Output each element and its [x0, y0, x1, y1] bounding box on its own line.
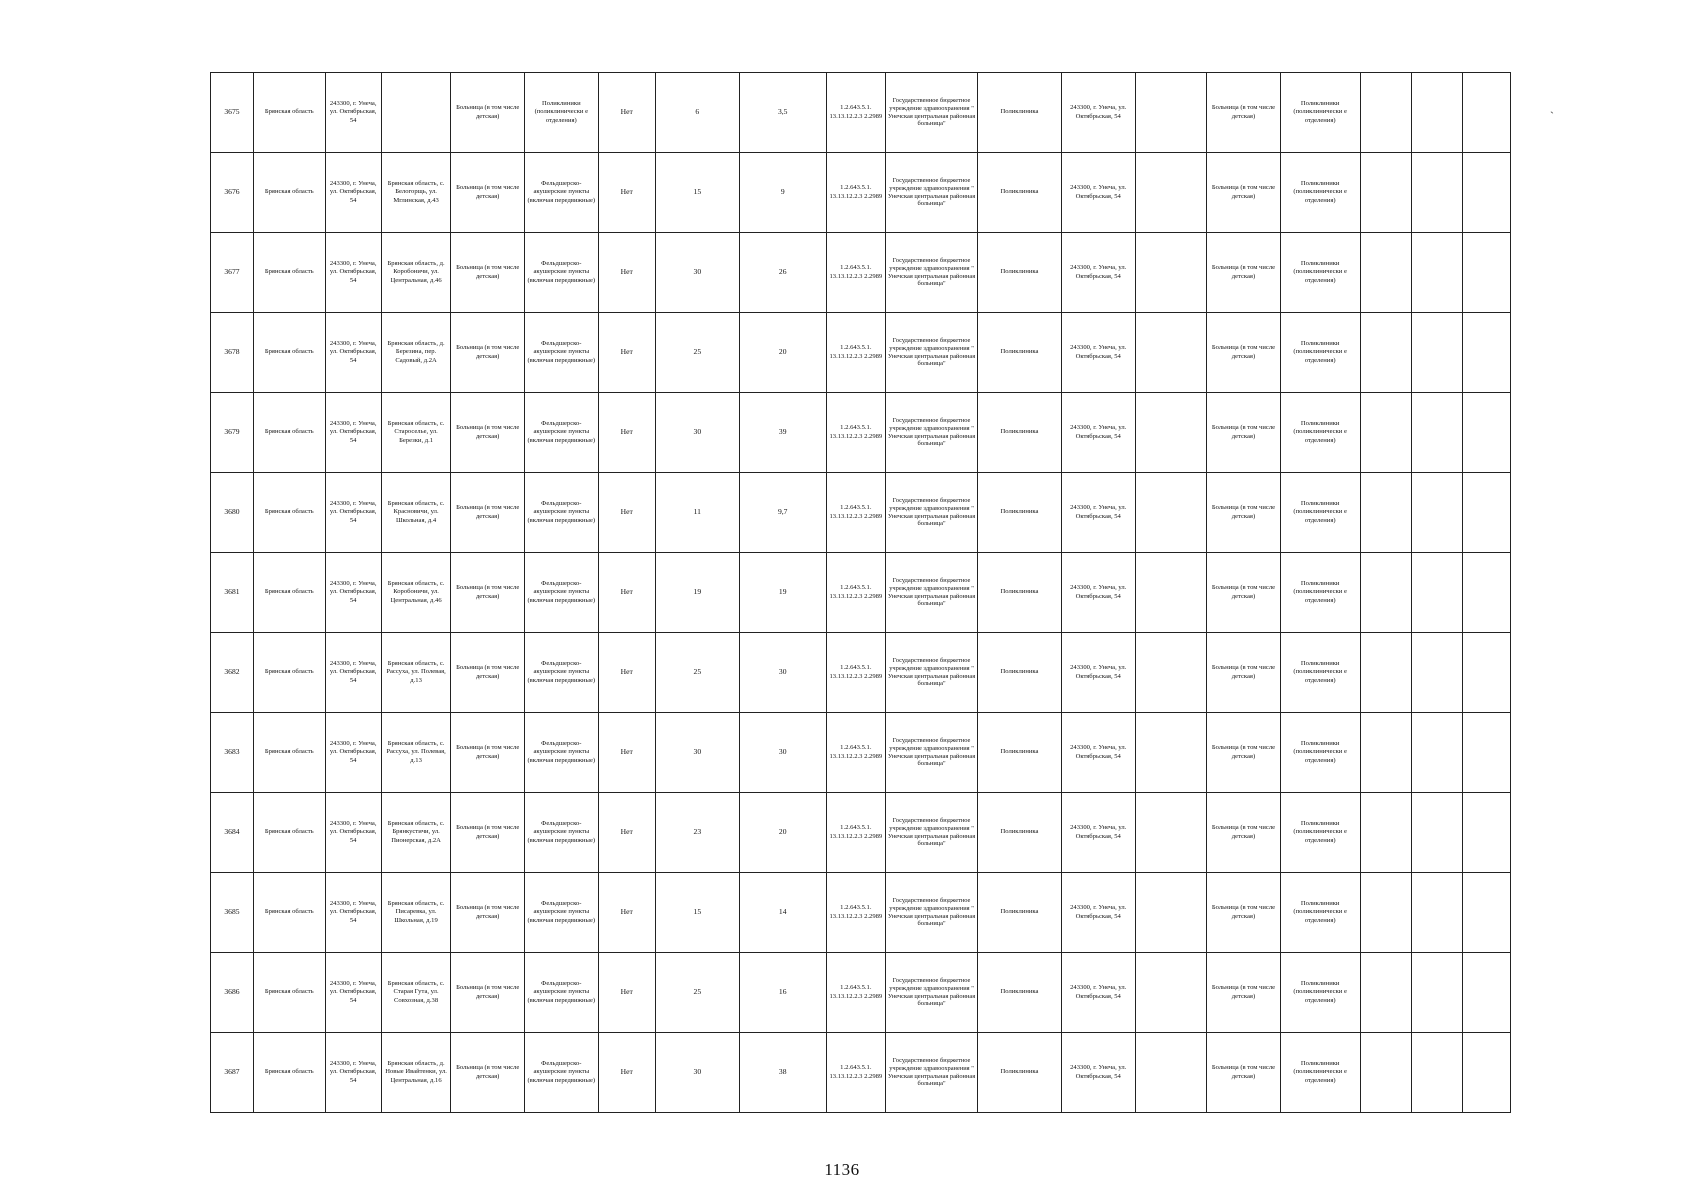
- blank-cell: [1462, 553, 1510, 633]
- blank-cell: [1462, 473, 1510, 553]
- facility-type-cell: Больница (в том числе детская): [451, 953, 525, 1033]
- facility-type2-cell: Больница (в том числе детская): [1207, 953, 1281, 1033]
- site-address-cell: Брянская область, с. Рассуха, ул. Полевая, д.13: [381, 633, 451, 713]
- org-address-cell: 243300, г. Унеча, ул. Октябрьская, 54: [325, 473, 381, 553]
- subdivision-cell: Фельдшерско-акушерские пункты (включая передвижные): [524, 873, 598, 953]
- org-address-cell: 243300, г. Унеча, ул. Октябрьская, 54: [325, 873, 381, 953]
- row-number-cell: 3687: [211, 1033, 254, 1113]
- blank-cell: [1462, 873, 1510, 953]
- value2-cell: 14: [739, 873, 826, 953]
- region-cell: Брянская область: [253, 793, 325, 873]
- blank-cell: [1462, 393, 1510, 473]
- oid-cell: 1.2.643.5.1. 13.13.12.2.3 2.2989: [826, 793, 885, 873]
- table-row: [211, 553, 1511, 633]
- owner-type-cell: Поликлиника: [978, 873, 1062, 953]
- subdivision-cell: Фельдшерско-акушерские пункты (включая передвижные): [524, 953, 598, 1033]
- facility-type-cell: Больница (в том числе детская): [451, 713, 525, 793]
- blank-cell: [1360, 553, 1411, 633]
- row-number-cell: 3686: [211, 953, 254, 1033]
- facility-type-cell: Больница (в том числе детская): [451, 793, 525, 873]
- owner-address-cell: 243300, г. Унеча, ул. Октябрьская, 54: [1061, 633, 1135, 713]
- value1-cell: 23: [655, 793, 739, 873]
- site-address-cell: Брянская область, д. Березина, пер. Садовый, д.2А: [381, 313, 451, 393]
- site-address-cell: Брянская область, с. Коробоничи, ул. Центральная, д.46: [381, 553, 451, 633]
- row-number-cell: 3684: [211, 793, 254, 873]
- org-name-cell: Государственное бюджетное учреждение здравоохранения " Унечская центральная районная больница": [886, 793, 978, 873]
- owner-address-cell: 243300, г. Унеча, ул. Октябрьская, 54: [1061, 873, 1135, 953]
- facility-type2-cell: Больница (в том числе детская): [1207, 233, 1281, 313]
- table-row: [211, 233, 1511, 313]
- org-address-cell: 243300, г. Унеча, ул. Октябрьская, 54: [325, 553, 381, 633]
- owner-type-cell: Поликлиника: [978, 553, 1062, 633]
- value1-cell: 19: [655, 553, 739, 633]
- region-cell: Брянская область: [253, 633, 325, 713]
- value2-cell: 3,5: [739, 73, 826, 153]
- empty-cell: [1135, 793, 1207, 873]
- org-address-cell: 243300, г. Унеча, ул. Октябрьская, 54: [325, 313, 381, 393]
- owner-address-cell: 243300, г. Унеча, ул. Октябрьская, 54: [1061, 953, 1135, 1033]
- table-row: [211, 313, 1511, 393]
- blank-cell: [1462, 73, 1510, 153]
- flag-cell: Нет: [598, 1033, 655, 1113]
- facility-type2-cell: Больница (в том числе детская): [1207, 393, 1281, 473]
- org-address-cell: 243300, г. Унеча, ул. Октябрьская, 54: [325, 793, 381, 873]
- row-number-cell: 3680: [211, 473, 254, 553]
- blank-cell: [1360, 473, 1411, 553]
- facility-type-cell: Больница (в том числе детская): [451, 633, 525, 713]
- blank-cell: [1462, 953, 1510, 1033]
- region-cell: Брянская область: [253, 153, 325, 233]
- blank-cell: [1462, 713, 1510, 793]
- org-name-cell: Государственное бюджетное учреждение здравоохранения " Унечская центральная районная больница": [886, 873, 978, 953]
- subdivision2-cell: Поликлиники (поликлинически е отделения): [1280, 1033, 1360, 1113]
- facility-type-cell: Больница (в том числе детская): [451, 73, 525, 153]
- org-address-cell: 243300, г. Унеча, ул. Октябрьская, 54: [325, 1033, 381, 1113]
- org-address-cell: 243300, г. Унеча, ул. Октябрьская, 54: [325, 233, 381, 313]
- flag-cell: Нет: [598, 313, 655, 393]
- subdivision-cell: Фельдшерско-акушерские пункты (включая передвижные): [524, 393, 598, 473]
- row-number-cell: 3679: [211, 393, 254, 473]
- subdivision2-cell: Поликлиники (поликлинически е отделения): [1280, 473, 1360, 553]
- subdivision2-cell: Поликлиники (поликлинически е отделения): [1280, 153, 1360, 233]
- facility-type2-cell: Больница (в том числе детская): [1207, 73, 1281, 153]
- region-cell: Брянская область: [253, 73, 325, 153]
- blank-cell: [1360, 153, 1411, 233]
- row-number-cell: 3683: [211, 713, 254, 793]
- value2-cell: 39: [739, 393, 826, 473]
- subdivision2-cell: Поликлиники (поликлинически е отделения): [1280, 713, 1360, 793]
- flag-cell: Нет: [598, 793, 655, 873]
- empty-cell: [1135, 953, 1207, 1033]
- blank-cell: [1411, 313, 1462, 393]
- blank-cell: [1462, 1033, 1510, 1113]
- row-number-cell: 3682: [211, 633, 254, 713]
- subdivision-cell: Фельдшерско-акушерские пункты (включая передвижные): [524, 313, 598, 393]
- oid-cell: 1.2.643.5.1. 13.13.12.2.3 2.2989: [826, 633, 885, 713]
- owner-address-cell: 243300, г. Унеча, ул. Октябрьская, 54: [1061, 153, 1135, 233]
- facility-type2-cell: Больница (в том числе детская): [1207, 313, 1281, 393]
- blank-cell: [1360, 1033, 1411, 1113]
- org-name-cell: Государственное бюджетное учреждение здравоохранения " Унечская центральная районная больница": [886, 233, 978, 313]
- owner-address-cell: 243300, г. Унеча, ул. Октябрьская, 54: [1061, 1033, 1135, 1113]
- region-cell: Брянская область: [253, 393, 325, 473]
- blank-cell: [1411, 633, 1462, 713]
- subdivision2-cell: Поликлиники (поликлинически е отделения): [1280, 233, 1360, 313]
- org-name-cell: Государственное бюджетное учреждение здравоохранения " Унечская центральная районная больница": [886, 73, 978, 153]
- org-name-cell: Государственное бюджетное учреждение здравоохранения " Унечская центральная районная больница": [886, 313, 978, 393]
- owner-type-cell: Поликлиника: [978, 953, 1062, 1033]
- owner-address-cell: 243300, г. Унеча, ул. Октябрьская, 54: [1061, 713, 1135, 793]
- empty-cell: [1135, 313, 1207, 393]
- subdivision2-cell: Поликлиники (поликлинически е отделения): [1280, 873, 1360, 953]
- region-cell: Брянская область: [253, 233, 325, 313]
- owner-type-cell: Поликлиника: [978, 713, 1062, 793]
- owner-address-cell: 243300, г. Унеча, ул. Октябрьская, 54: [1061, 473, 1135, 553]
- subdivision-cell: Фельдшерско-акушерские пункты (включая передвижные): [524, 473, 598, 553]
- blank-cell: [1411, 233, 1462, 313]
- facility-type-cell: Больница (в том числе детская): [451, 873, 525, 953]
- region-cell: Брянская область: [253, 473, 325, 553]
- blank-cell: [1360, 793, 1411, 873]
- table-row: [211, 473, 1511, 553]
- oid-cell: 1.2.643.5.1. 13.13.12.2.3 2.2989: [826, 73, 885, 153]
- empty-cell: [1135, 393, 1207, 473]
- flag-cell: Нет: [598, 233, 655, 313]
- org-name-cell: Государственное бюджетное учреждение здравоохранения " Унечская центральная районная больница": [886, 553, 978, 633]
- facilities-table: [210, 72, 1511, 1113]
- row-number-cell: 3676: [211, 153, 254, 233]
- subdivision2-cell: Поликлиники (поликлинически е отделения): [1280, 953, 1360, 1033]
- org-address-cell: 243300, г. Унеча, ул. Октябрьская, 54: [325, 393, 381, 473]
- empty-cell: [1135, 1033, 1207, 1113]
- row-number-cell: 3677: [211, 233, 254, 313]
- blank-cell: [1360, 633, 1411, 713]
- oid-cell: 1.2.643.5.1. 13.13.12.2.3 2.2989: [826, 553, 885, 633]
- site-address-cell: Брянская область, с. Брянкустичи, ул. Пионерская, д.2А: [381, 793, 451, 873]
- site-address-cell: Брянская область, с. Белогорщь, ул. Мглинская, д.43: [381, 153, 451, 233]
- site-address-cell: Брянская область, с. Писаревка, ул. Школьная, д.19: [381, 873, 451, 953]
- empty-cell: [1135, 553, 1207, 633]
- value1-cell: 25: [655, 633, 739, 713]
- subdivision-cell: Фельдшерско-акушерские пункты (включая передвижные): [524, 633, 598, 713]
- flag-cell: Нет: [598, 953, 655, 1033]
- oid-cell: 1.2.643.5.1. 13.13.12.2.3 2.2989: [826, 873, 885, 953]
- blank-cell: [1462, 233, 1510, 313]
- subdivision2-cell: Поликлиники (поликлинически е отделения): [1280, 633, 1360, 713]
- value1-cell: 30: [655, 1033, 739, 1113]
- blank-cell: [1462, 153, 1510, 233]
- region-cell: Брянская область: [253, 553, 325, 633]
- blank-cell: [1462, 313, 1510, 393]
- owner-address-cell: 243300, г. Унеча, ул. Октябрьская, 54: [1061, 393, 1135, 473]
- owner-address-cell: 243300, г. Унеча, ул. Октябрьская, 54: [1061, 233, 1135, 313]
- table-row: [211, 393, 1511, 473]
- owner-type-cell: Поликлиника: [978, 473, 1062, 553]
- value2-cell: 38: [739, 1033, 826, 1113]
- empty-cell: [1135, 473, 1207, 553]
- facility-type2-cell: Больница (в том числе детская): [1207, 873, 1281, 953]
- table-row: [211, 713, 1511, 793]
- page-number: 1136: [824, 1160, 860, 1179]
- blank-cell: [1411, 393, 1462, 473]
- blank-cell: [1411, 1033, 1462, 1113]
- empty-cell: [1135, 633, 1207, 713]
- site-address-cell: [381, 73, 451, 153]
- blank-cell: [1360, 313, 1411, 393]
- table-row: [211, 73, 1511, 153]
- flag-cell: Нет: [598, 473, 655, 553]
- subdivision-cell: Фельдшерско-акушерские пункты (включая передвижные): [524, 233, 598, 313]
- site-address-cell: Брянская область, с. Красновичи, ул. Школьная, д.4: [381, 473, 451, 553]
- org-name-cell: Государственное бюджетное учреждение здравоохранения " Унечская центральная районная больница": [886, 473, 978, 553]
- value2-cell: 9,7: [739, 473, 826, 553]
- org-name-cell: Государственное бюджетное учреждение здравоохранения " Унечская центральная районная больница": [886, 953, 978, 1033]
- org-address-cell: 243300, г. Унеча, ул. Октябрьская, 54: [325, 633, 381, 713]
- owner-type-cell: Поликлиника: [978, 393, 1062, 473]
- site-address-cell: Брянская область, д. Новые Ивайтенки, ул. Центральная, д.16: [381, 1033, 451, 1113]
- facility-type2-cell: Больница (в том числе детская): [1207, 713, 1281, 793]
- row-number-cell: 3685: [211, 873, 254, 953]
- blank-cell: [1360, 393, 1411, 473]
- flag-cell: Нет: [598, 873, 655, 953]
- value1-cell: 15: [655, 873, 739, 953]
- value2-cell: 16: [739, 953, 826, 1033]
- subdivision-cell: Поликлиники (поликлинически е отделения): [524, 73, 598, 153]
- facility-type2-cell: Больница (в том числе детская): [1207, 1033, 1281, 1113]
- owner-type-cell: Поликлиника: [978, 1033, 1062, 1113]
- org-address-cell: 243300, г. Унеча, ул. Октябрьская, 54: [325, 153, 381, 233]
- blank-cell: [1411, 153, 1462, 233]
- value2-cell: 9: [739, 153, 826, 233]
- value1-cell: 25: [655, 313, 739, 393]
- owner-type-cell: Поликлиника: [978, 73, 1062, 153]
- owner-type-cell: Поликлиника: [978, 313, 1062, 393]
- region-cell: Брянская область: [253, 873, 325, 953]
- blank-cell: [1411, 873, 1462, 953]
- org-name-cell: Государственное бюджетное учреждение здравоохранения " Унечская центральная районная больница": [886, 633, 978, 713]
- facility-type2-cell: Больница (в том числе детская): [1207, 153, 1281, 233]
- facility-type2-cell: Больница (в том числе детская): [1207, 633, 1281, 713]
- flag-cell: Нет: [598, 633, 655, 713]
- owner-type-cell: Поликлиника: [978, 793, 1062, 873]
- blank-cell: [1411, 793, 1462, 873]
- blank-cell: [1411, 473, 1462, 553]
- region-cell: Брянская область: [253, 1033, 325, 1113]
- subdivision-cell: Фельдшерско-акушерские пункты (включая передвижные): [524, 153, 598, 233]
- oid-cell: 1.2.643.5.1. 13.13.12.2.3 2.2989: [826, 313, 885, 393]
- table-row: [211, 633, 1511, 713]
- oid-cell: 1.2.643.5.1. 13.13.12.2.3 2.2989: [826, 1033, 885, 1113]
- subdivision-cell: Фельдшерско-акушерские пункты (включая передвижные): [524, 553, 598, 633]
- site-address-cell: Брянская область, с. Староселье, ул. Березки, д.1: [381, 393, 451, 473]
- org-name-cell: Государственное бюджетное учреждение здравоохранения " Унечская центральная районная больница": [886, 713, 978, 793]
- table-row: [211, 793, 1511, 873]
- empty-cell: [1135, 713, 1207, 793]
- blank-cell: [1360, 873, 1411, 953]
- site-address-cell: Брянская область, д. Коробоничи, ул. Центральная, д.46: [381, 233, 451, 313]
- flag-cell: Нет: [598, 153, 655, 233]
- row-number-cell: 3681: [211, 553, 254, 633]
- facility-type-cell: Больница (в том числе детская): [451, 473, 525, 553]
- row-number-cell: 3678: [211, 313, 254, 393]
- subdivision2-cell: Поликлиники (поликлинически е отделения): [1280, 313, 1360, 393]
- owner-address-cell: 243300, г. Унеча, ул. Октябрьская, 54: [1061, 313, 1135, 393]
- owner-address-cell: 243300, г. Унеча, ул. Октябрьская, 54: [1061, 793, 1135, 873]
- value1-cell: 15: [655, 153, 739, 233]
- table-row: [211, 153, 1511, 233]
- subdivision-cell: Фельдшерско-акушерские пункты (включая передвижные): [524, 1033, 598, 1113]
- oid-cell: 1.2.643.5.1. 13.13.12.2.3 2.2989: [826, 473, 885, 553]
- oid-cell: 1.2.643.5.1. 13.13.12.2.3 2.2989: [826, 153, 885, 233]
- subdivision2-cell: Поликлиники (поликлинически е отделения): [1280, 553, 1360, 633]
- value2-cell: 30: [739, 633, 826, 713]
- blank-cell: [1462, 793, 1510, 873]
- empty-cell: [1135, 153, 1207, 233]
- subdivision2-cell: Поликлиники (поликлинически е отделения): [1280, 393, 1360, 473]
- table-row: [211, 873, 1511, 953]
- oid-cell: 1.2.643.5.1. 13.13.12.2.3 2.2989: [826, 713, 885, 793]
- org-name-cell: Государственное бюджетное учреждение здравоохранения " Унечская центральная районная больница": [886, 393, 978, 473]
- facility-type-cell: Больница (в том числе детская): [451, 1033, 525, 1113]
- subdivision-cell: Фельдшерско-акушерские пункты (включая передвижные): [524, 793, 598, 873]
- flag-cell: Нет: [598, 393, 655, 473]
- facility-type2-cell: Больница (в том числе детская): [1207, 553, 1281, 633]
- owner-type-cell: Поликлиника: [978, 153, 1062, 233]
- empty-cell: [1135, 873, 1207, 953]
- value2-cell: 20: [739, 313, 826, 393]
- subdivision-cell: Фельдшерско-акушерские пункты (включая передвижные): [524, 713, 598, 793]
- org-name-cell: Государственное бюджетное учреждение здравоохранения " Унечская центральная районная больница": [886, 1033, 978, 1113]
- facility-type-cell: Больница (в том числе детская): [451, 233, 525, 313]
- owner-type-cell: Поликлиника: [978, 633, 1062, 713]
- blank-cell: [1360, 73, 1411, 153]
- owner-type-cell: Поликлиника: [978, 233, 1062, 313]
- value1-cell: 6: [655, 73, 739, 153]
- flag-cell: Нет: [598, 553, 655, 633]
- empty-cell: [1135, 73, 1207, 153]
- blank-cell: [1462, 633, 1510, 713]
- facility-type-cell: Больница (в том числе детская): [451, 313, 525, 393]
- facility-type-cell: Больница (в том числе детская): [451, 393, 525, 473]
- empty-cell: [1135, 233, 1207, 313]
- oid-cell: 1.2.643.5.1. 13.13.12.2.3 2.2989: [826, 393, 885, 473]
- facility-type-cell: Больница (в том числе детская): [451, 553, 525, 633]
- org-name-cell: Государственное бюджетное учреждение здравоохранения " Унечская центральная районная больница": [886, 153, 978, 233]
- flag-cell: Нет: [598, 713, 655, 793]
- region-cell: Брянская область: [253, 313, 325, 393]
- value2-cell: 30: [739, 713, 826, 793]
- table-row: [211, 1033, 1511, 1113]
- value1-cell: 25: [655, 953, 739, 1033]
- value2-cell: 19: [739, 553, 826, 633]
- org-address-cell: 243300, г. Унеча, ул. Октябрьская, 54: [325, 73, 381, 153]
- blank-cell: [1360, 953, 1411, 1033]
- blank-cell: [1411, 953, 1462, 1033]
- blank-cell: [1360, 233, 1411, 313]
- value1-cell: 11: [655, 473, 739, 553]
- owner-address-cell: 243300, г. Унеча, ул. Октябрьская, 54: [1061, 73, 1135, 153]
- value1-cell: 30: [655, 233, 739, 313]
- region-cell: Брянская область: [253, 953, 325, 1033]
- site-address-cell: Брянская область, с. Рассуха, ул. Полевая, д.13: [381, 713, 451, 793]
- flag-cell: Нет: [598, 73, 655, 153]
- blank-cell: [1411, 713, 1462, 793]
- org-address-cell: 243300, г. Унеча, ул. Октябрьская, 54: [325, 953, 381, 1033]
- value1-cell: 30: [655, 713, 739, 793]
- facility-type-cell: Больница (в том числе детская): [451, 153, 525, 233]
- facility-type2-cell: Больница (в том числе детская): [1207, 473, 1281, 553]
- org-address-cell: 243300, г. Унеча, ул. Октябрьская, 54: [325, 713, 381, 793]
- region-cell: Брянская область: [253, 713, 325, 793]
- scan-mark: ˎ: [1550, 100, 1554, 114]
- value1-cell: 30: [655, 393, 739, 473]
- subdivision2-cell: Поликлиники (поликлинически е отделения): [1280, 73, 1360, 153]
- value2-cell: 26: [739, 233, 826, 313]
- table-row: [211, 953, 1511, 1033]
- row-number-cell: 3675: [211, 73, 254, 153]
- site-address-cell: Брянская область, с. Старая Гута, ул. Совхозная, д.38: [381, 953, 451, 1033]
- oid-cell: 1.2.643.5.1. 13.13.12.2.3 2.2989: [826, 953, 885, 1033]
- subdivision2-cell: Поликлиники (поликлинически е отделения): [1280, 793, 1360, 873]
- blank-cell: [1411, 553, 1462, 633]
- facility-type2-cell: Больница (в том числе детская): [1207, 793, 1281, 873]
- blank-cell: [1411, 73, 1462, 153]
- blank-cell: [1360, 713, 1411, 793]
- value2-cell: 20: [739, 793, 826, 873]
- owner-address-cell: 243300, г. Унеча, ул. Октябрьская, 54: [1061, 553, 1135, 633]
- oid-cell: 1.2.643.5.1. 13.13.12.2.3 2.2989: [826, 233, 885, 313]
